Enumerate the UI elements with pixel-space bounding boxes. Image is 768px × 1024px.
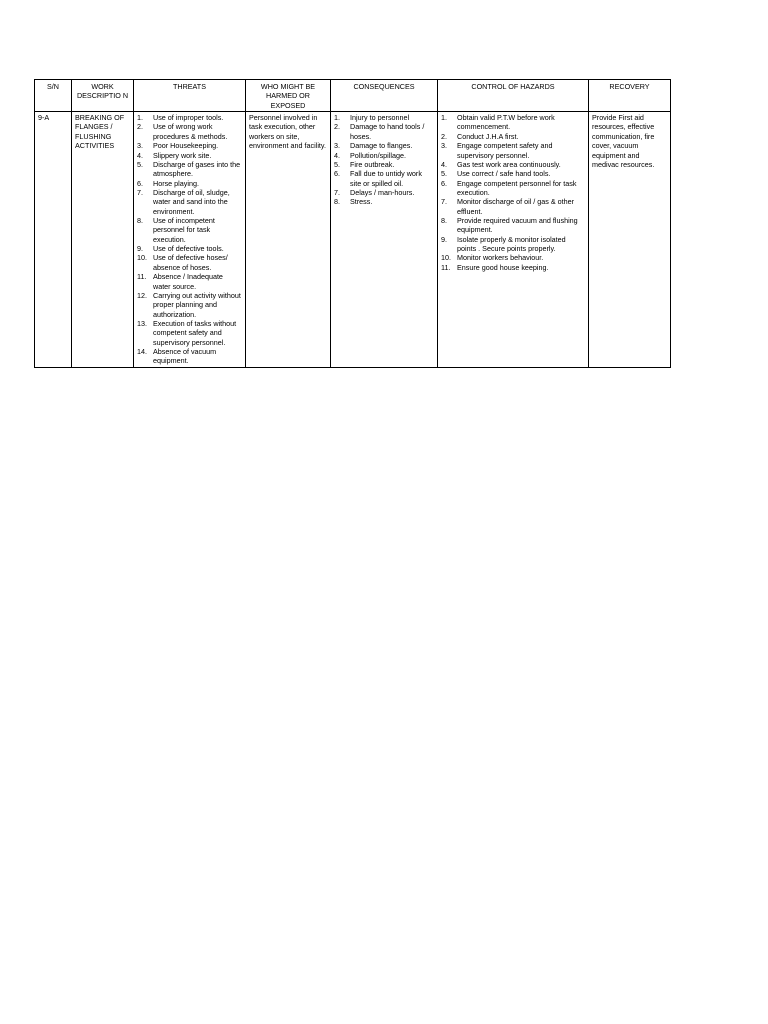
list-item-text: Use of defective hoses/ absence of hoses. [153, 253, 228, 272]
list-item [441, 169, 585, 178]
list-item-text: Discharge of gases into the atmosphere. [153, 159, 241, 179]
header-row [35, 80, 671, 112]
header-work-description: WORK DESCRIPTIO N [72, 80, 134, 112]
list-item-number: 3. [441, 141, 447, 151]
list-item-number: 9. [441, 234, 447, 244]
list-item-text: Injury to personnel [350, 113, 410, 123]
list-item [137, 216, 242, 244]
list-item [441, 141, 585, 160]
list-item-number: 11. [137, 272, 147, 282]
list-item-number: 8. [441, 216, 447, 226]
list-item-text: Absence of vacuum equipment. [153, 347, 217, 366]
list-item-text: Use of defective tools. [153, 244, 224, 254]
list-item-number: 10. [137, 253, 147, 263]
list-item [334, 160, 434, 169]
list-item-text: Damage to flanges. [350, 141, 413, 151]
list-item [441, 263, 585, 272]
list-item-number: 4. [441, 159, 447, 169]
list-item-text: Use of improper tools. [153, 113, 224, 123]
list-item [441, 235, 585, 254]
cell-threats [134, 112, 246, 368]
cell-sn: 9-A [35, 112, 72, 368]
list-item [441, 216, 585, 235]
list-item-text: Fire outbreak. [350, 159, 395, 169]
list-item [137, 188, 242, 216]
list-item [441, 197, 585, 216]
list-item-number: 6. [334, 169, 340, 179]
list-item [137, 272, 242, 291]
list-item-number: 1. [441, 113, 447, 123]
list-item-text: Ensure good house keeping. [457, 262, 549, 272]
threats-list [137, 113, 242, 366]
list-item-text: Stress. [350, 197, 373, 207]
list-item-number: 8. [334, 197, 340, 207]
cell-who-might-be-harmed [246, 112, 331, 368]
header-consequences: CONSEQUENCES [331, 80, 438, 112]
list-item-text: Use of incompetent personnel for task execution. [153, 216, 215, 244]
list-item [137, 151, 242, 160]
header-sn: S/N [35, 80, 72, 112]
list-item-number: 2. [137, 122, 143, 132]
list-item-text: Absence / Inadequate water source. [153, 272, 223, 291]
list-item-text: Engage competent safety and supervisory personnel. [457, 141, 553, 160]
list-item [334, 113, 434, 122]
list-item-number: 1. [334, 113, 340, 123]
list-item-number: 10. [441, 253, 451, 263]
control-list [441, 113, 585, 272]
header-recovery: RECOVERY [589, 80, 671, 112]
cell-work-description: BREAKING OF FLANGES / FLUSHING ACTIVITIES [72, 112, 134, 368]
list-item [137, 253, 242, 272]
list-item-number: 4. [137, 150, 143, 160]
list-item-text: Obtain valid P.T.W before work commencement. [457, 113, 555, 132]
list-item [334, 151, 434, 160]
list-item-number: 6. [441, 178, 447, 188]
cell-control-of-hazards [438, 112, 589, 368]
header-who-might-be-harmed: WHO MIGHT BE HARMED OR EXPOSED [246, 80, 331, 112]
list-item [137, 122, 242, 141]
header-control-of-hazards: CONTROL OF HAZARDS [438, 80, 589, 112]
list-item-text: Slippery work site. [153, 150, 212, 160]
list-item-text: Monitor discharge of oil / gas & other effluent. [457, 197, 575, 216]
list-item-text: Carrying out activity without proper planning and authorization. [153, 290, 241, 319]
list-item [441, 113, 585, 132]
list-item [334, 188, 434, 197]
list-item-text: Damage to hand tools / hoses. [350, 122, 425, 141]
list-item [441, 179, 585, 198]
list-item-text: Isolate properly & monitor isolated points . Secure points properly. [457, 234, 566, 254]
list-item-text: Use of wrong work procedures & methods. [153, 122, 228, 141]
list-item-number: 5. [441, 169, 447, 179]
list-item-text: Poor Housekeeping. [153, 141, 219, 151]
list-item [137, 141, 242, 150]
consequences-list [334, 113, 434, 207]
list-item [137, 319, 242, 347]
table-row [35, 112, 671, 368]
list-item [137, 179, 242, 188]
hazard-table [34, 79, 671, 368]
list-item [137, 291, 242, 319]
list-item-text: Pollution/spillage. [350, 150, 406, 160]
list-item-number: 9. [137, 244, 143, 254]
list-item-number: 1. [137, 113, 143, 123]
list-item [334, 197, 434, 206]
list-item-number: 6. [137, 178, 143, 188]
list-item [137, 347, 242, 366]
list-item-text: Conduct J.H.A first. [457, 131, 519, 141]
list-item-number: 7. [441, 197, 447, 207]
list-item [334, 169, 434, 188]
list-item-text: Use correct / safe hand tools. [457, 169, 551, 179]
list-item [137, 244, 242, 253]
list-item-number: 13. [137, 318, 147, 328]
list-item-number: 3. [334, 141, 340, 151]
list-item-number: 8. [137, 216, 143, 226]
list-item [137, 113, 242, 122]
header-threats: THREATS [134, 80, 246, 112]
list-item-text: Engage competent personnel for task execution. [457, 178, 577, 197]
list-item-number: 7. [137, 187, 143, 197]
list-item-text: Execution of tasks without competent safety and supervisory personnel. [153, 318, 237, 347]
list-item-text: Discharge of oil, sludge, water and sand into the environment. [153, 187, 230, 216]
list-item [441, 253, 585, 262]
list-item-text: Horse playing. [153, 178, 199, 188]
who-text: Personnel involved in task execution, other workers on site, environment and facility. [249, 113, 326, 151]
list-item-number: 2. [441, 131, 447, 141]
list-item-text: Provide required vacuum and flushing equipment. [457, 216, 578, 235]
cell-consequences [331, 112, 438, 368]
list-item-number: 14. [137, 347, 147, 357]
list-item-number: 12. [137, 290, 147, 300]
list-item [137, 160, 242, 179]
list-item-number: 3. [137, 141, 143, 151]
list-item-text: Gas test work area continuously. [457, 159, 561, 169]
list-item-number: 5. [137, 159, 143, 169]
list-item-number: 7. [334, 187, 340, 197]
list-item-text: Fall due to untidy work site or spilled oil. [350, 169, 422, 188]
list-item-number: 11. [441, 262, 451, 272]
list-item-text: Monitor workers behaviour. [457, 253, 544, 263]
cell-recovery [589, 112, 671, 368]
list-item [441, 132, 585, 141]
list-item-number: 4. [334, 150, 340, 160]
list-item-number: 5. [334, 159, 340, 169]
list-item-text: Delays / man-hours. [350, 187, 415, 197]
list-item [441, 160, 585, 169]
list-item-number: 2. [334, 122, 340, 132]
list-item [334, 122, 434, 141]
list-item [334, 141, 434, 150]
recovery-text: Provide First aid resources, effective communication, fire cover, vacuum equipment and medivac resources. [592, 113, 655, 169]
